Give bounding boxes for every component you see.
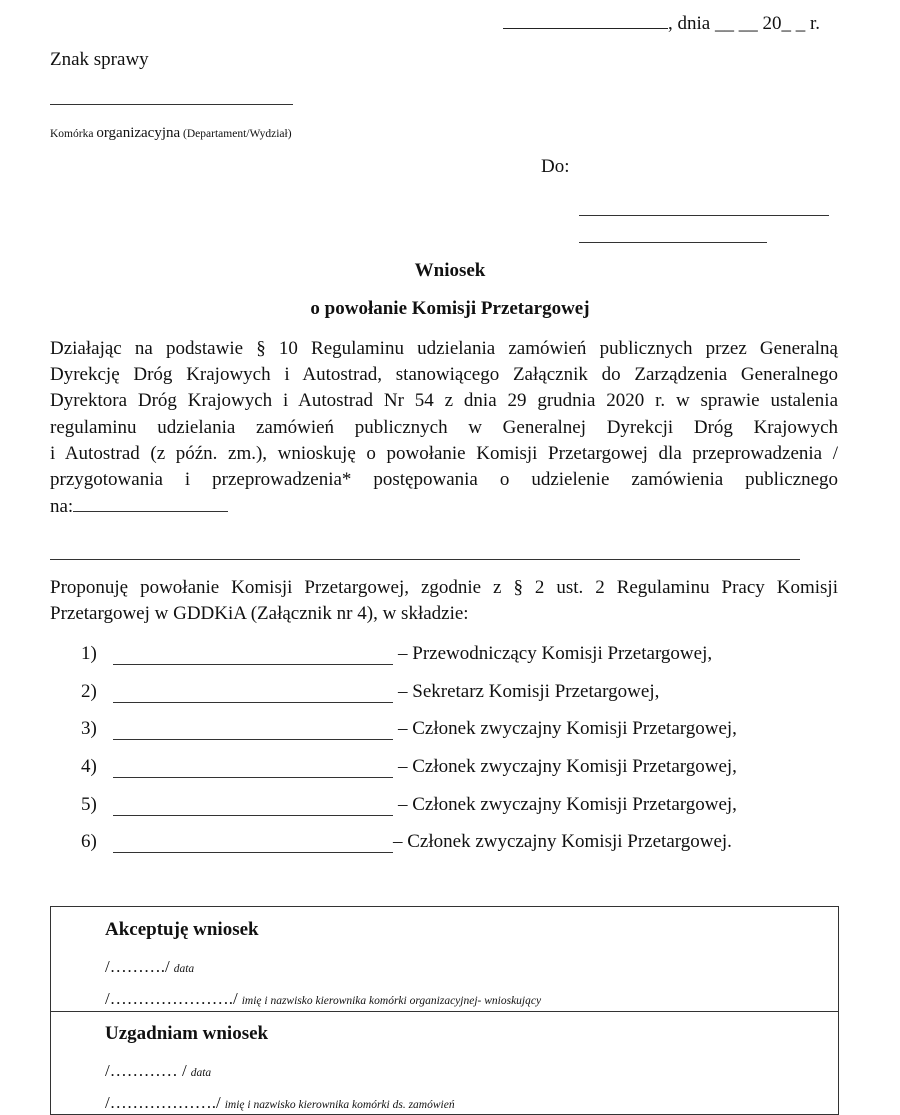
member-name-field[interactable]: [113, 815, 393, 816]
place-field[interactable]: [503, 10, 668, 29]
paragraph-line: Dyrekcję Dróg Krajowych i Autostrad, stanowiącego Załącznik do Zarządzenia Generalnego: [50, 364, 838, 386]
member-role: – Członek zwyczajny Komisji Przetargowej,: [398, 794, 737, 815]
date-text: , dnia __ __ 20_ _ r.: [668, 13, 820, 34]
subject-field-continued[interactable]: [50, 559, 800, 560]
member-role: – Członek zwyczajny Komisji Przetargowej.: [393, 831, 732, 852]
member-row: [0, 756, 900, 780]
agree-date-caption: data: [190, 1067, 212, 1079]
subject-label: na:: [50, 496, 74, 518]
recipient-field-2[interactable]: [579, 242, 767, 243]
member-row-secretary: [0, 681, 900, 705]
document-title: Wniosek: [414, 260, 486, 281]
unit-label-main: organizacyjna: [96, 125, 181, 141]
recipient-label: Do:: [541, 156, 570, 177]
accept-date-field[interactable]: /………./: [105, 957, 170, 976]
approval-box: [50, 906, 839, 1115]
agree-title: Uzgadniam wniosek: [105, 1023, 269, 1044]
accept-date-row: [105, 957, 194, 977]
request-paragraph: [50, 336, 838, 519]
paragraph-line-subject: [50, 493, 838, 519]
paragraph-line: i Autostrad (z późn. zm.), wnioskuję o powołanie Komisji Przetargowej dla przeprowadzenia /: [50, 442, 838, 464]
member-row: [0, 794, 900, 818]
member-role: – Przewodniczący Komisji Przetargowej,: [398, 643, 713, 664]
unit-label-prefix: Komórka: [50, 128, 94, 140]
unit-label-suffix: (Departament/Wydział): [183, 128, 292, 140]
member-name-field[interactable]: [113, 702, 393, 703]
member-number: 1): [81, 643, 97, 664]
accept-name-field[interactable]: /…………………./: [105, 989, 238, 1008]
member-number: 2): [81, 681, 97, 702]
paragraph-line: przygotowania i przeprowadzenia* postępowania o udzielenie zamówienia publicznego: [50, 468, 838, 490]
agree-name-caption: imię i nazwisko kierownika komórki ds. zamówień: [224, 1099, 455, 1111]
paragraph-line: Dyrektora Dróg Krajowych i Autostrad Nr 54 z dnia 29 grudnia 2020 r. w sprawie ustalenia: [50, 390, 838, 412]
member-number: 6): [81, 831, 97, 852]
member-name-field[interactable]: [113, 664, 393, 665]
member-name-field[interactable]: [113, 777, 393, 778]
agree-name-row: [105, 1093, 455, 1113]
place-date-line: [503, 10, 820, 35]
document-subtitle: o powołanie Komisji Przetargowej: [310, 298, 590, 319]
paragraph-line: regulaminu udzielania zamówień publicznych w Generalnej Dyrekcji Dróg Krajowych: [50, 416, 838, 438]
agree-name-field[interactable]: /………………./: [105, 1093, 221, 1112]
proposal-paragraph: [50, 575, 838, 627]
box-divider: [51, 1011, 838, 1012]
agree-date-row: [105, 1061, 211, 1081]
member-number: 3): [81, 718, 97, 739]
member-name-field[interactable]: [113, 739, 393, 740]
accept-date-caption: data: [173, 963, 195, 975]
member-number: 5): [81, 794, 97, 815]
member-row-chair: [0, 643, 900, 667]
organizational-unit-label: [50, 125, 292, 142]
member-row: [0, 718, 900, 742]
member-role: – Członek zwyczajny Komisji Przetargowej,: [398, 718, 737, 739]
member-row: [0, 831, 900, 855]
recipient-field-1[interactable]: [579, 215, 829, 216]
paragraph-line: Proponuję powołanie Komisji Przetargowej, zgodnie z § 2 ust. 2 Regulaminu Pracy Komisji: [50, 577, 838, 598]
paragraph-line: Przetargowej w GDDKiA (Załącznik nr 4), w składzie:: [50, 603, 469, 625]
paragraph-line: Działając na podstawie § 10 Regulaminu udzielania zamówień publicznych przez Generalną: [50, 338, 838, 359]
case-number-label: Znak sprawy: [50, 49, 149, 70]
member-role: – Sekretarz Komisji Przetargowej,: [398, 681, 660, 702]
accept-name-caption: imię i nazwisko kierownika komórki organizacyjnej- wnioskujący: [241, 995, 542, 1007]
member-role: – Członek zwyczajny Komisji Przetargowej,: [398, 756, 737, 777]
accept-name-row: [105, 989, 541, 1009]
case-number-field[interactable]: [50, 104, 293, 105]
accept-title: Akceptuję wniosek: [105, 919, 259, 940]
agree-date-field[interactable]: /………… /: [105, 1061, 187, 1080]
member-number: 4): [81, 756, 97, 777]
member-name-field[interactable]: [113, 852, 393, 853]
subject-field[interactable]: [73, 493, 228, 512]
